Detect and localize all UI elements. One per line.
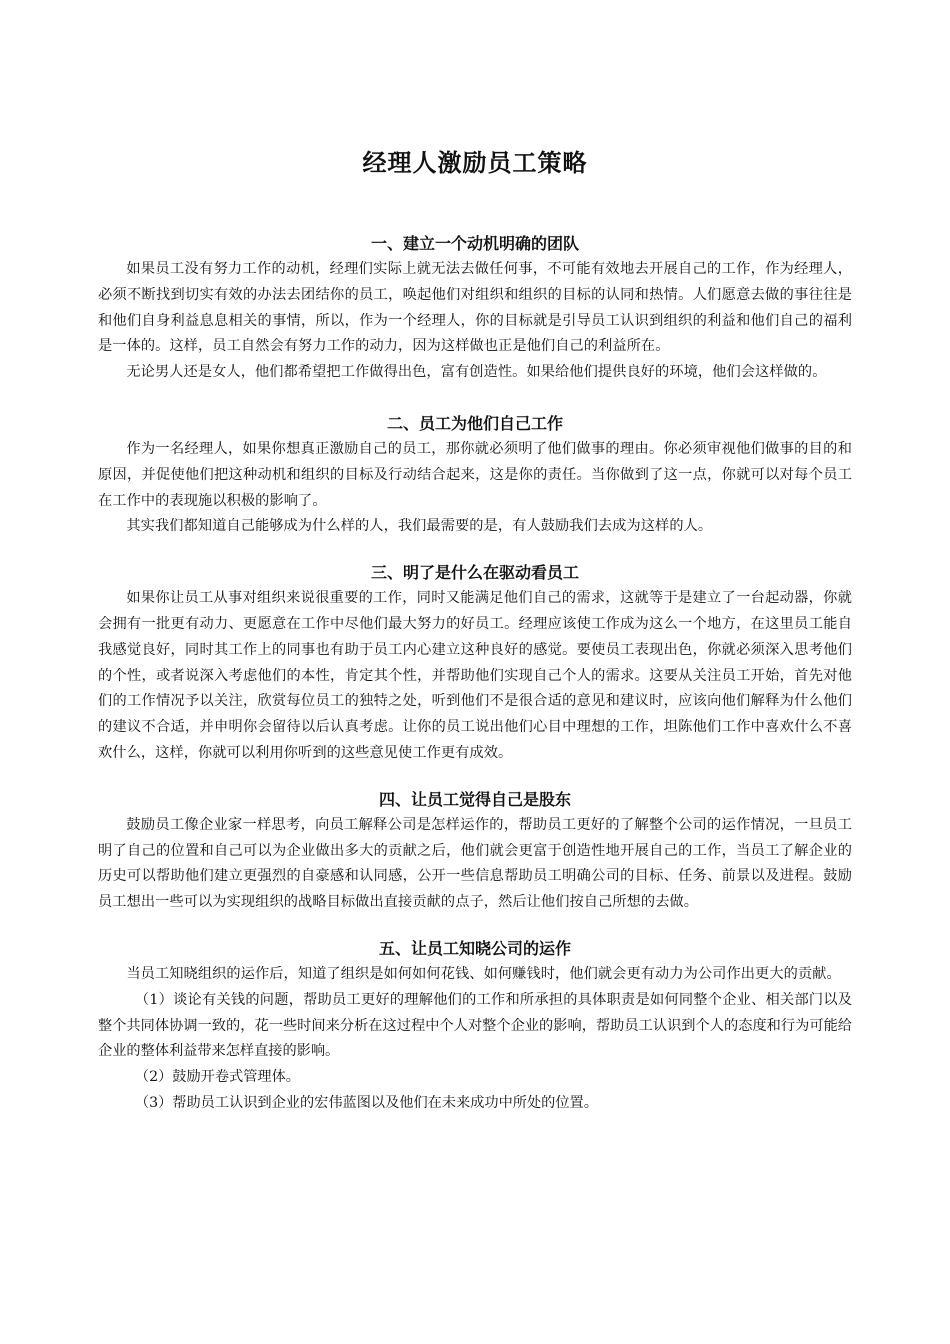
paragraph: 如果员工没有努力工作的动机，经理们实际上就无法去做任何事，不可能有效地去开展自己的工作，作为经理人，必须不断找到切实有效的办法去团结你的员工，唤起他们对组织和组织的目标的认同和热情。人们愿意去做的事往往是和他们自身利益息息相关的事情，所以，作为一个经理人，你的目标就是引导员工认识到组织的利益和他们自己的福利是一体的。这样，员工自然会有努力工作的动力，因为这样做也正是他们自己的利益所在。 [98, 261, 852, 355]
paragraph: 当员工知晓组织的运作后，知道了组织是如何如何花钱、如何赚钱时，他们就会更有动力为公司作出更大的贡献。 [126, 965, 841, 982]
list-item: （3）帮助员工认识到企业的宏伟蓝图以及他们在未来成功中所处的位置。 [134, 1094, 598, 1111]
document-page [98, 0, 852, 1117]
section-company-operations [98, 936, 852, 1117]
section-team-motivation [98, 231, 852, 386]
paragraph: 鼓励员工像企业家一样思考，向员工解释公司是怎样运作的，帮助员工更好的了解整个公司的运作情况，一旦员工明了自己的位置和自己可以为企业做出多大的贡献之后，他们就会更富于创造性地开展自己的工作，当员工了解企业的历史可以帮助他们建立更强烈的自豪感和认同感，公开一些信息帮助员工明确公司的目标、任务、前景以及进程。鼓励员工想出一些可以为实现组织的战略目标做出直接贡献的点子，然后让他们按自己所想的去做。 [98, 816, 852, 911]
paragraph: 作为一名经理人，如果你想真正激励自己的员工，那你就必须明了他们做事的理由。你必须审视他们做事的目的和原因，并促使他们把这种动机和组织的目标及行动结合起来，这是你的责任。当你做到了这一点，你就可以对每个员工在工作中的表现施以积极的影响了。 [98, 440, 852, 509]
list-item: （1）谈论有关钱的问题，帮助员工更好的理解他们的工作和所承担的具体职责是如何同整个企业、相关部门以及整个共同体协调一致的，花一些时间来分析在这过程中个人对整个企业的影响，帮助员工认识到个人的态度和行为可能给企业的整体利益带来怎样直接的影响。 [98, 991, 852, 1060]
paragraph: 其实我们都知道自己能够成为什么样的人，我们最需要的是，有人鼓励我们去成为这样的人。 [126, 518, 713, 535]
list-item: （2）鼓励开卷式管理体。 [134, 1069, 300, 1086]
section-heading: 一、建立一个动机明确的团队 [370, 234, 579, 253]
section-employees-as-shareholders [98, 787, 852, 916]
section-what-drives-employees [98, 560, 852, 767]
section-heading: 三、明了是什么在驱动看员工 [370, 563, 579, 583]
section-work-for-themselves [98, 411, 852, 540]
section-heading: 五、让员工知晓公司的运作 [378, 938, 571, 958]
section-heading: 四、让员工觉得自己是股东 [378, 789, 571, 809]
document-title: 经理人激励员工策略 [362, 149, 588, 177]
paragraph: 无论男人还是女人，他们都希望把工作做得出色，富有创造性。如果给他们提供良好的环境，他们会这样做的。 [126, 364, 827, 381]
paragraph: 如果你让员工从事对组织来说很重要的工作，同时又能满足他们自己的需求，这就等于是建立了一台起动器，你就会拥有一批更有动力、更愿意在工作中尽他们最大努力的好员工。经理应该使工作成为这么一个地方，在这里员工能自我感觉良好，同时其工作上的同事也有助于员工内心建立这种良好的感觉。要使员工表现出色，你就必须深入思考他们的个性，或者说深入考虑他们的本性，肯定其个性，并帮助他们实现自己个人的需求。这要从关注员工开始，首先对他们的工作情况予以关注，欣赏每位员工的独特之处，听到他们不是很合适的意见和建议时，应该向他们解释为什么他们的建议不合适，并申明你会留待以后认真考虑。让你的员工说出他们心目中理想的工作，坦陈他们工作中喜欢什么不喜欢什么，这样，你就可以利用你听到的这些意见使工作更有成效。 [98, 590, 852, 761]
section-heading: 二、员工为他们自己工作 [386, 413, 563, 433]
